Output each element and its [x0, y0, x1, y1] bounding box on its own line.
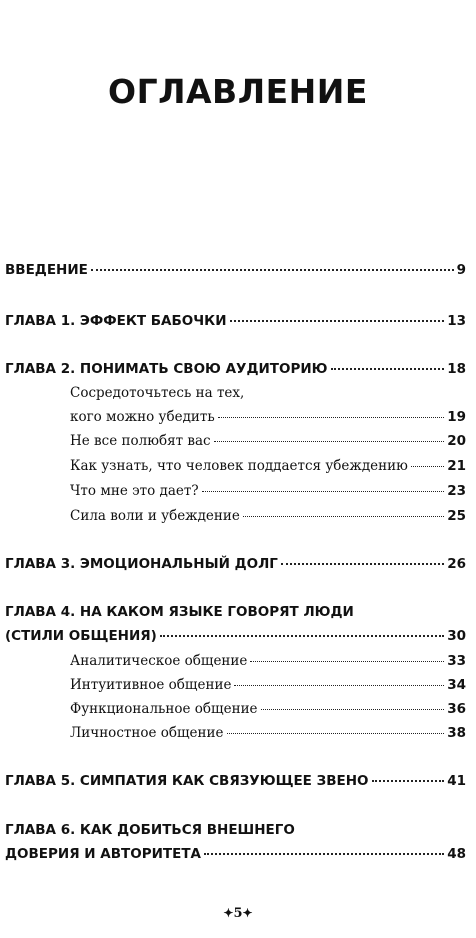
toc-entry-page: 13	[447, 313, 466, 329]
page-title: ОГЛАВЛЕНИЕ	[108, 72, 368, 111]
toc-entry-label: кого можно убедить	[70, 409, 215, 425]
dot-leader	[331, 368, 445, 370]
toc-entry-label: ГЛАВА 5. СИМПАТИЯ КАК СВЯЗУЮЩЕЕ ЗВЕНО	[5, 773, 369, 789]
toc-entry-page: 19	[447, 409, 466, 425]
dot-leader	[204, 853, 444, 855]
dot-leader	[372, 780, 445, 782]
toc-entry-page: 23	[447, 483, 466, 499]
ornament-left-icon: ✦	[223, 906, 234, 920]
dot-leader	[234, 685, 444, 686]
toc-entry-label: ВВЕДЕНИЕ	[5, 262, 88, 278]
toc-entry-label-line1: ГЛАВА 4. НА КАКОМ ЯЗЫКЕ ГОВОРЯТ ЛЮДИ	[5, 604, 354, 620]
ornament-right-icon: ✦	[242, 906, 253, 920]
toc-entry-label: Не все полюбят вас	[70, 433, 211, 449]
dot-leader	[250, 661, 444, 662]
dot-leader	[214, 441, 445, 442]
dot-leader	[218, 417, 444, 418]
toc-entry-label: ГЛАВА 1. ЭФФЕКТ БАБОЧКИ	[5, 313, 227, 329]
page-footer	[0, 906, 476, 921]
dot-leader	[91, 269, 454, 271]
toc-entry-page: 33	[447, 653, 466, 669]
dot-leader	[281, 563, 444, 565]
toc-entry-label: Что мне это дает?	[70, 483, 199, 499]
dot-leader	[227, 733, 445, 734]
toc-entry-page: 41	[447, 773, 466, 789]
toc-entry-page: 20	[447, 433, 466, 449]
toc-entry-label: ДОВЕРИЯ И АВТОРИТЕТА	[5, 846, 202, 862]
toc-entry-page: 38	[447, 725, 466, 741]
toc-entry-page: 34	[447, 677, 466, 693]
toc-entry-label: Аналитическое общение	[70, 653, 248, 669]
dot-leader	[243, 516, 444, 517]
dot-leader	[202, 491, 445, 492]
toc-entry-label-line1: ГЛАВА 6. КАК ДОБИТЬСЯ ВНЕШНЕГО	[5, 822, 295, 838]
toc-entry-page: 48	[447, 846, 466, 862]
dot-leader	[261, 709, 445, 710]
toc-entry-page: 21	[447, 458, 466, 474]
dot-leader	[411, 466, 444, 467]
toc-entry-label: ГЛАВА 2. ПОНИМАТЬ СВОЮ АУДИТОРИЮ	[5, 361, 328, 377]
toc-entry-label: (СТИЛИ ОБЩЕНИЯ)	[5, 628, 157, 644]
toc-entry-label: Функциональное общение	[70, 701, 258, 717]
dot-leader	[230, 320, 445, 322]
toc-entry-page: 30	[447, 628, 466, 644]
toc-entry-page: 18	[447, 361, 466, 377]
toc-entry-label: Как узнать, что человек поддается убеждению	[70, 458, 408, 474]
toc-entry-label-line1: Сосредоточьтесь на тех,	[70, 385, 245, 401]
toc-entry-label: Личностное общение	[70, 725, 224, 741]
toc-entry-page: 26	[447, 556, 466, 572]
page-number: 5	[233, 906, 243, 921]
toc-entry-page: 9	[456, 262, 466, 278]
toc-entry-label: ГЛАВА 3. ЭМОЦИОНАЛЬНЫЙ ДОЛГ	[5, 556, 278, 572]
toc-entry-label: Интуитивное общение	[70, 677, 232, 693]
toc-entry-page: 25	[447, 508, 466, 524]
dot-leader	[160, 635, 444, 637]
toc-entry-label: Сила воли и убеждение	[70, 508, 240, 524]
toc-entry-page: 36	[447, 701, 466, 717]
